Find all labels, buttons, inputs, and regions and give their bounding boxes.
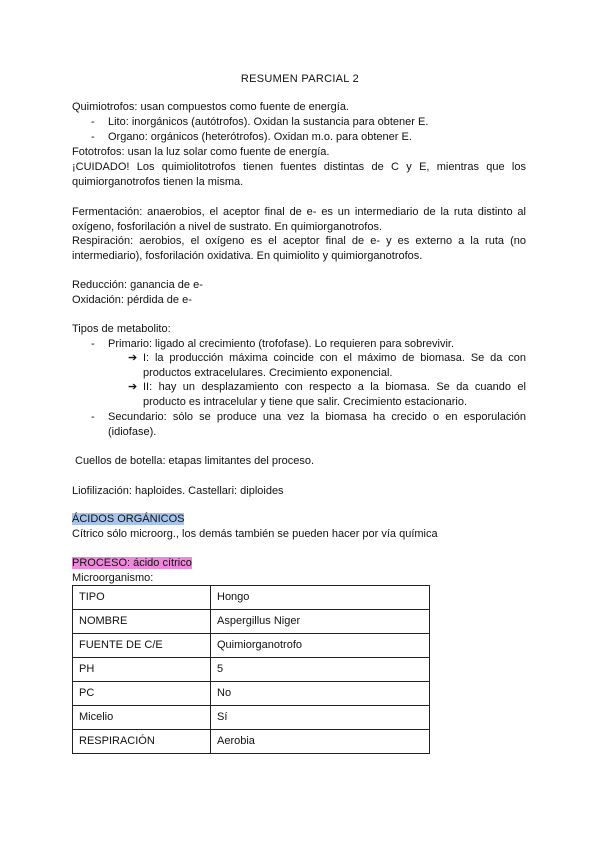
- table-value: Hongo: [211, 586, 430, 610]
- bullet-dash: -: [91, 411, 95, 423]
- primario-tipo-ii-line-1: II: hay un desplazamiento con respecto a la biomasa. Se da cuando el: [143, 381, 526, 393]
- acidos-organicos-heading: ÁCIDOS ORGÁNICOS: [72, 513, 185, 525]
- table-row: [73, 658, 430, 682]
- microorganismo-label: Microorganismo:: [72, 572, 154, 584]
- oxidacion-line: Oxidación: pérdida de e-: [72, 294, 192, 306]
- table-key: NOMBRE: [73, 610, 211, 634]
- table-key: FUENTE DE C/E: [73, 634, 211, 658]
- table-row: [73, 586, 430, 610]
- table-value: No: [211, 682, 430, 706]
- table-row: [73, 610, 430, 634]
- table-value: Sí: [211, 706, 430, 730]
- primario-tipo-i-line-2: productos extracelulares. Crecimiento exponencial.: [143, 367, 393, 379]
- acidos-note: Cítrico sólo microorg., los demás también se pueden hacer por vía química: [72, 528, 438, 540]
- primario-tipo-ii-line-2: producto es intracelular y tiene que salir. Crecimiento estacionario.: [143, 396, 468, 408]
- reduccion-line: Reducción: ganancia de e-: [72, 279, 203, 291]
- respiracion-line-1: Respiración: aerobios, el oxígeno es el aceptor final de e- y es externo a la ruta (no: [72, 235, 526, 247]
- table-value: Aerobia: [211, 730, 430, 754]
- metabolito-primario: Primario: ligado al crecimiento (trofofase). Lo requieren para sobrevivir.: [108, 338, 455, 350]
- cuidado-line-1: ¡CUIDADO! Los quimiolitotrofos tienen fuentes distintas de C y E, mientras que los: [72, 161, 526, 173]
- table-row: [73, 682, 430, 706]
- table-key: PH: [73, 658, 211, 682]
- table-key: TIPO: [73, 586, 211, 610]
- table-value: Aspergillus Niger: [211, 610, 430, 634]
- proceso-heading: PROCESO: ácido cítrico: [72, 557, 192, 569]
- table-key: Micelio: [73, 706, 211, 730]
- table-row: [73, 706, 430, 730]
- table-value: 5: [211, 658, 430, 682]
- arrow-icon: ➔: [128, 352, 138, 364]
- bullet-dash: -: [91, 338, 95, 350]
- cuellos-botella: Cuellos de botella: etapas limitantes del proceso.: [75, 455, 315, 467]
- table-key: RESPIRACIÓN: [73, 730, 211, 754]
- metabolito-heading: Tipos de metabolito:: [72, 323, 171, 335]
- microorganismo-table: [72, 585, 430, 754]
- metabolito-secundario-line-1: Secundario: sólo se produce una vez la biomasa ha crecido o en esporulación: [108, 411, 526, 423]
- bullet-dash: -: [91, 131, 95, 143]
- bullet-dash: -: [91, 116, 95, 128]
- fototrofos-line: Fototrofos: usan la luz solar como fuente de energía.: [72, 146, 330, 158]
- respiracion-line-2: intermediario), fosforilación oxidativa. En quimiolito y quimiorganotrofos.: [72, 250, 423, 262]
- metabolito-secundario-line-2: (idiofase).: [108, 426, 157, 438]
- quimiotrofos-intro: Quimiotrofos: usan compuestos como fuente de energía.: [72, 101, 349, 113]
- page-title: RESUMEN PARCIAL 2: [240, 73, 360, 85]
- table-key: PC: [73, 682, 211, 706]
- primario-tipo-i-line-1: I: la producción máxima coincide con el máximo de biomasa. Se da con: [143, 352, 526, 364]
- table-row: [73, 634, 430, 658]
- bullet-organo: Organo: orgánicos (heterótrofos). Oxidan m.o. para obtener E.: [108, 131, 412, 143]
- table-row: [73, 730, 430, 754]
- liofilizacion-line: Liofilización: haploides. Castellari: diploides: [72, 485, 284, 497]
- bullet-lito: Lito: inorgánicos (autótrofos). Oxidan la sustancia para obtener E.: [108, 116, 429, 128]
- fermentacion-line-2: oxígeno, fosforilación a nivel de sustrato. En quimiorganotrofos.: [72, 221, 383, 233]
- table-value: Quimiorganotrofo: [211, 634, 430, 658]
- fermentacion-line-1: Fermentación: anaerobios, el aceptor final de e- es un intermediario de la ruta distinto al: [72, 206, 526, 218]
- arrow-icon: ➔: [128, 381, 138, 393]
- cuidado-line-2: quimiorganotrofos tienen la misma.: [72, 176, 244, 188]
